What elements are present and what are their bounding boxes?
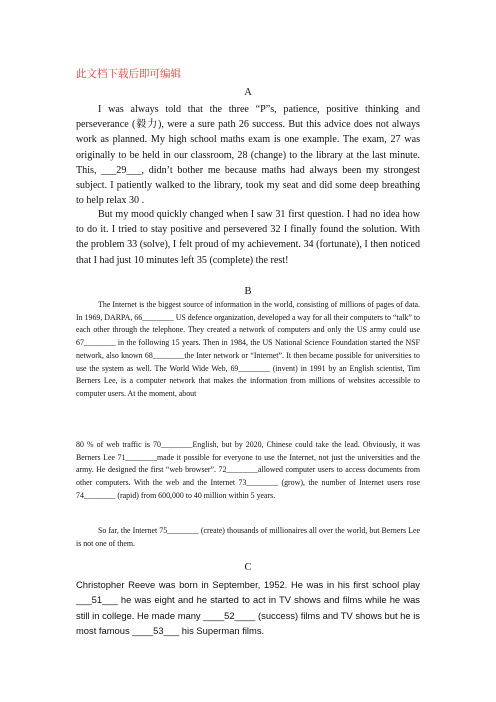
section-c-paragraph-1: Christopher Reeve was born in September, 1952. He was in his first school play ___51___ he was eight and he started to act in TV shows and films while he was still in college. He made many ____52____ (success) films and TV shows but he is most famous ____53___ his Superman films. xyxy=(76,579,420,637)
document-header-note: 此文档下载后即可编辑 xyxy=(76,68,181,80)
section-b-paragraph-1: The Internet is the biggest source of information in the world, consisting of millions of pages of data. In 1969, DARPA, 66________ US defence organization, developed a way for all their computers to “talk” to each other through the telephone. They created a network of computers and only the US army could use 67________ in the following 15 years. Then in 1984, the US National Science Foundation started the NSF network, also known 68________the Inter network or “Internet”. It then became possible for universities to use the system as well. The World Wide Web, 69________ (invent) in 1991 by an English scientist, Tim Berners Lee, is a computer network that makes the information from millions of websites accessible to computer users. At the moment, about xyxy=(76,300,420,398)
section-b-heading: B xyxy=(244,286,252,297)
section-b-paragraph-3: So far, the Internet 75________ (create) thousands of millionaires all over the world, but Berners Lee is not one of them. xyxy=(76,526,420,548)
section-a-paragraph-1: I was always told that the three “P”s, patience, positive thinking and perseverance (毅力), were a sure path 26 success. But this advice does not always work as planned. My high school maths exam is one example. The exam, 27 was originally to be held in our classroom, 28 (change) to the library at the last minute. This, ___29___, didn’t bother me because maths had always been my strongest subject. I patiently walked to the library, took my seat and did some deep breathing to help relax 30 . xyxy=(76,104,420,207)
section-c-heading: C xyxy=(244,562,252,573)
section-b-paragraph-2: 80 % of web traffic is 70________English, but by 2020, Chinese could take the lead. Obviously, it was Berners Lee 71________made it possible for everyone to use the Internet, not just the universities and the army. He designed the first “web browser”. 72________allowed computer users to access documents from other computers. With the web and the Internet 73________ (grow), the number of Internet users rose 74________ (rapid) from 600,000 to 40 million within 5 years. xyxy=(76,440,420,500)
section-a-paragraph-2: But my mood quickly changed when I saw 31 first question. I had no idea how to do it. I tried to stay positive and persevered 32 I finally found the solution. With the problem 33 (solve), I felt proud of my achievement. 34 (fortunate), I then noticed that I had just 10 minutes left 35 (complete) the rest! xyxy=(76,209,420,266)
section-a-heading: A xyxy=(244,87,252,98)
